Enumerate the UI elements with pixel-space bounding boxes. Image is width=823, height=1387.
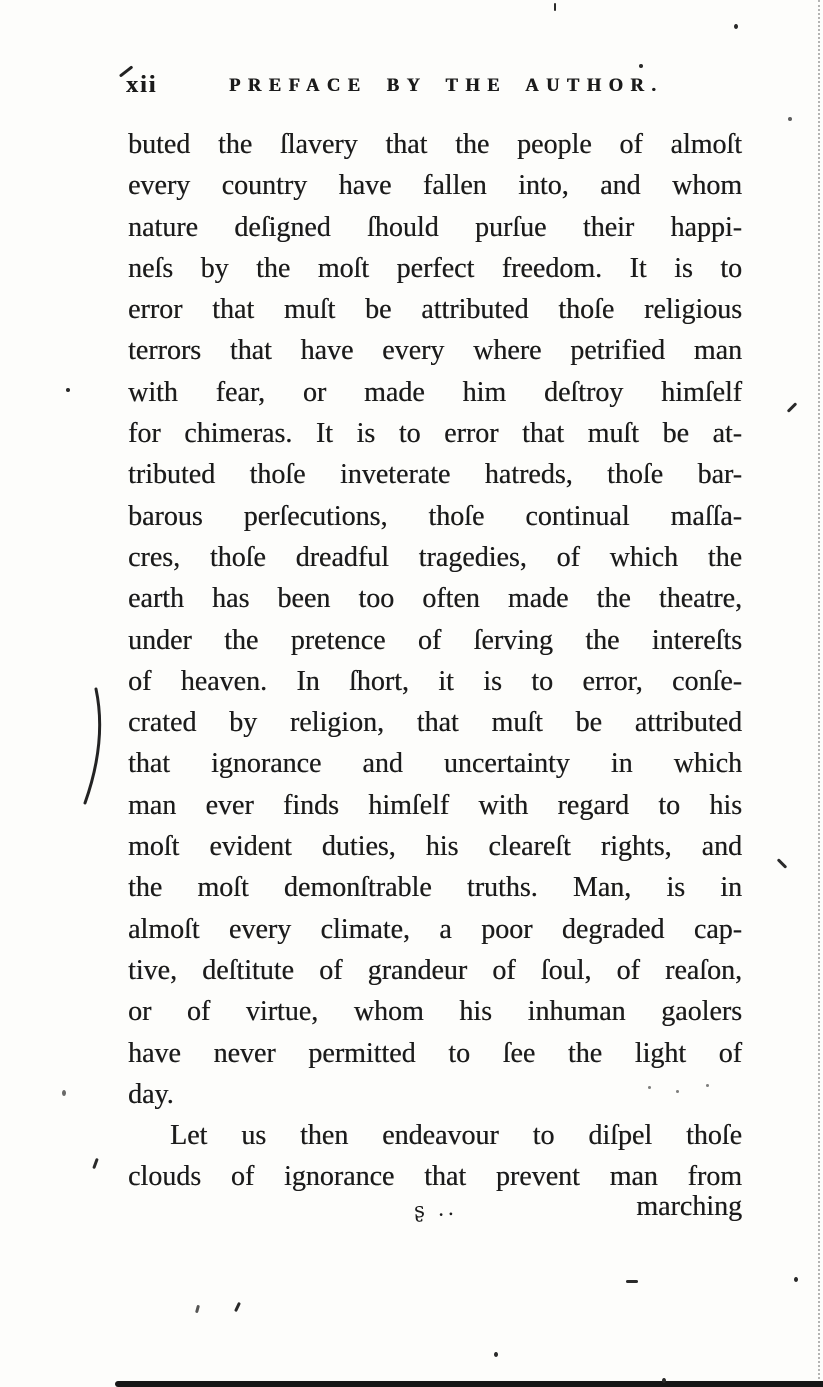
- scan-speck: [639, 64, 643, 68]
- page-number: xii: [126, 72, 158, 98]
- scan-speck: [494, 1352, 498, 1357]
- body-text-line: the moſt demonſtrable truths. Man, is in: [128, 872, 742, 904]
- body-text-line: tive, deſtitute of grandeur of ſoul, of reaſon,: [128, 954, 742, 986]
- scan-speck: [788, 117, 792, 121]
- body-text-line: under the pretence of ſerving the intereſts: [128, 624, 742, 656]
- body-text-line: clouds of ignorance that prevent man from: [128, 1161, 742, 1193]
- body-text-line: man ever finds himſelf with regard to his: [128, 789, 742, 821]
- scan-page-edge: [818, 0, 820, 1387]
- body-text-line: every country have fallen into, and whom: [128, 170, 742, 202]
- body-text-block: [128, 124, 742, 1198]
- body-text-line: moſt evident duties, his cleareſt rights, and: [128, 831, 742, 863]
- body-text-line: nature deſigned ſhould purſue their happi-: [128, 211, 742, 243]
- scan-speck: [676, 1090, 679, 1093]
- scan-speck: [62, 1090, 66, 1096]
- scan-speck: [734, 24, 738, 29]
- scan-speck: [706, 1084, 709, 1087]
- body-text-line: for chimeras. It is to error that muſt be at-: [128, 418, 742, 450]
- scan-speck: [648, 1086, 651, 1089]
- scan-speck: [777, 858, 788, 869]
- catchword-row: [128, 1191, 742, 1233]
- running-header-title: PREFACE BY THE AUTHOR.: [229, 76, 664, 96]
- body-text-line: tributed thoſe inveterate hatreds, thoſe bar-: [128, 459, 742, 491]
- body-text-line: terrors that have every where petrified man: [128, 335, 742, 367]
- catchword: marching: [636, 1191, 742, 1222]
- body-text-line: cres, thoſe dreadful tragedies, of which the: [128, 541, 742, 573]
- body-text-line: that ignorance and uncertainty in which: [128, 748, 742, 780]
- body-text-line: or of virtue, whom his inhuman gaolers: [128, 996, 742, 1028]
- scan-speck: [662, 1378, 666, 1383]
- body-text-line: barous perſecutions, thoſe continual maſſa-: [128, 500, 742, 532]
- scan-speck: [794, 1277, 798, 1282]
- scan-speck: [554, 3, 556, 11]
- body-text-line: have never permitted to ſee the light of: [128, 1037, 742, 1069]
- margin-pen-mark: [80, 686, 110, 806]
- signature-mark: ʂ ..: [413, 1195, 458, 1223]
- body-text-line: of heaven. In ſhort, it is to error, conſe-: [128, 665, 742, 697]
- scan-edge-shadow: [115, 1381, 823, 1387]
- body-text-line: buted the ſlavery that the people of almoſt: [128, 129, 742, 160]
- scan-speck: [234, 1302, 241, 1312]
- body-text-line: almoſt every climate, a poor degraded cap-: [128, 913, 742, 945]
- body-text-line: neſs by the moſt perfect freedom. It is to: [128, 252, 742, 284]
- scan-speck: [626, 1280, 638, 1283]
- body-text-line: day.: [128, 1078, 174, 1110]
- scan-speck: [92, 1158, 99, 1169]
- body-text-line: error that muſt be attributed thoſe religious: [128, 294, 742, 326]
- body-text-line: crated by religion, that muſt be attributed: [128, 707, 742, 739]
- scan-speck: [787, 402, 798, 413]
- scan-speck: [66, 388, 70, 392]
- body-text-line: Let us then endeavour to diſpel thoſe: [170, 1120, 742, 1152]
- body-text-line: with fear, or made him deſtroy himſelf: [128, 376, 742, 408]
- scan-speck: [195, 1305, 200, 1314]
- body-text-line: earth has been too often made the theatre,: [128, 583, 742, 615]
